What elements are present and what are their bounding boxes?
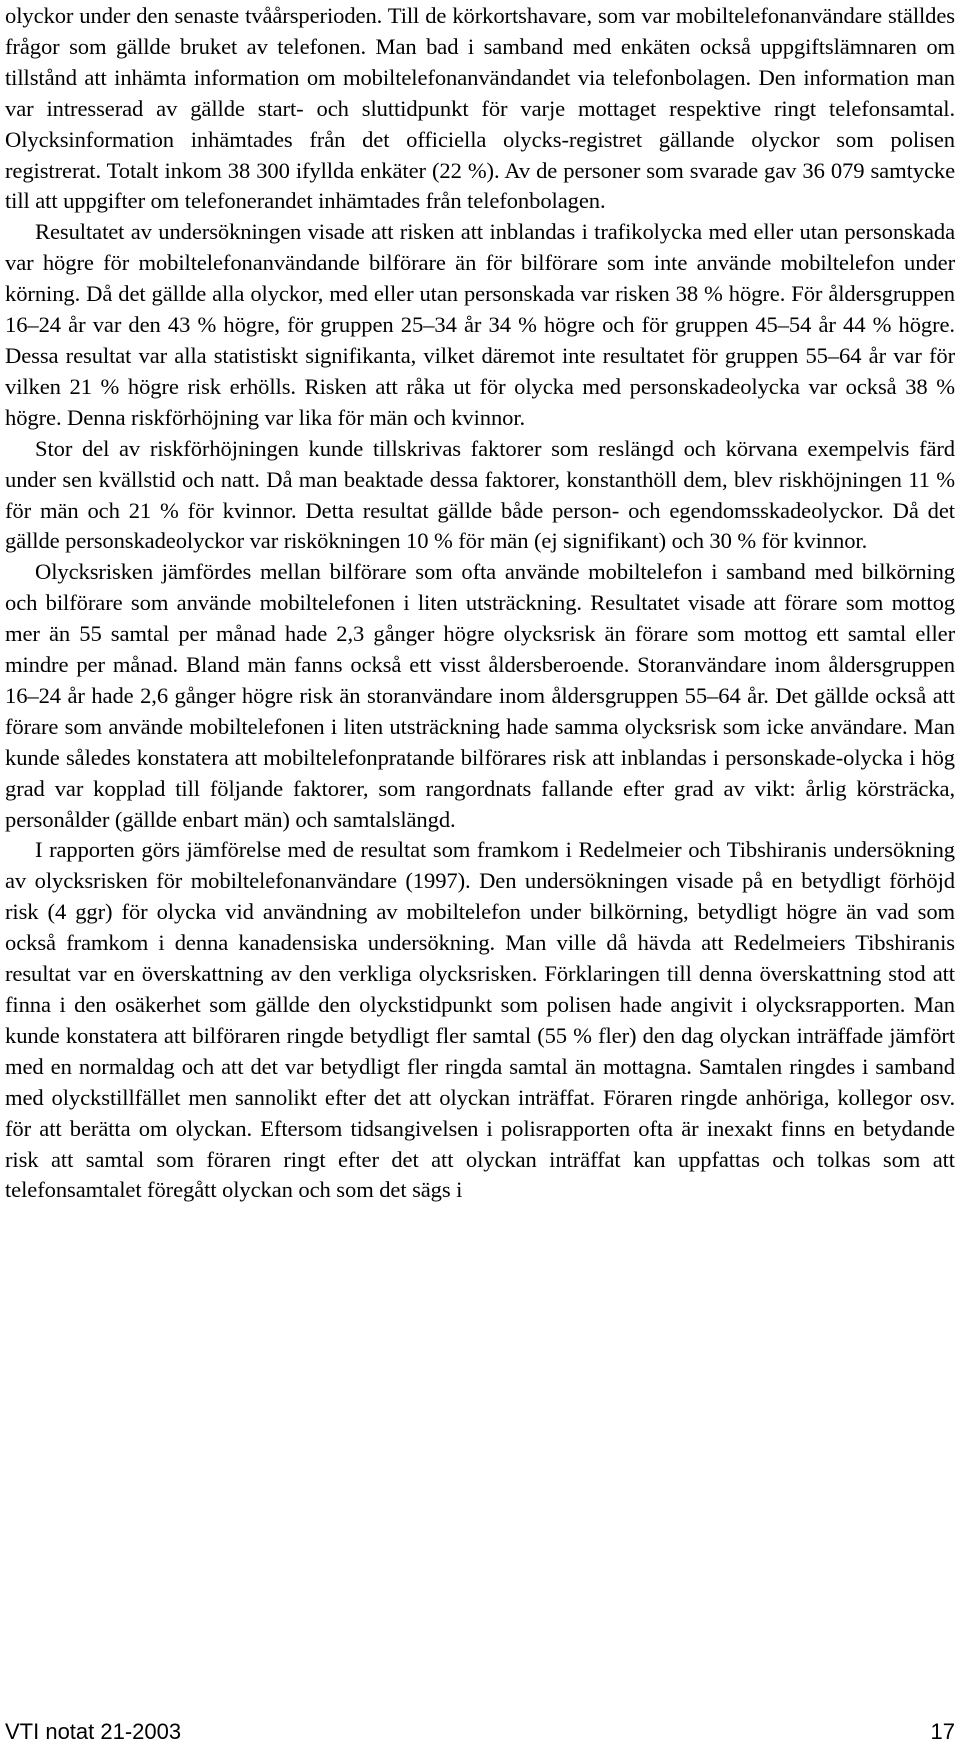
page-number: 17 [930,1719,955,1744]
body-text [5,1,955,1206]
page-footer [5,1716,955,1748]
report-id: VTI notat 21-2003 [5,1719,182,1744]
paragraph-4: Olycksrisken jämfördes mellan bilförare som ofta använde mobiltelefon i samband med bilkörning och bilförare som använde mobiltelefonen i liten utsträckning. Resultatet visade att förare som mottog mer än 55 samtal per månad hade 2,3 gånger högre olycksrisk än förare som mottog ett samtal eller mindre per månad. Bland män fanns också ett visst åldersberoende. Storanvändare inom åldersgruppen 16–24 år hade 2,6 gånger högre risk än storanvändare inom åldersgruppen 55–64 år. Det gällde också att förare som använde mobiltelefonen i liten utsträckning hade samma olycksrisk som icke användare. Man kunde således konstatera att mobiltelefonpratande bilförares risk att inblandas i personskade-olycka i hög grad var kopplad till följande faktorer, som rangordnats fallande efter grad av vikt: årlig körsträcka, personålder (gällde enbart män) och samtalslängd. [5,559,955,832]
paragraph-3: Stor del av riskförhöjningen kunde tillskrivas faktorer som reslängd och körvana exempelvis färd under sen kvällstid och natt. Då man beaktade dessa faktorer, konstanthöll dem, blev riskhöjningen 11 % för män och 21 % för kvinnor. Detta resultat gällde både person- och egendomsskadeolyckor. Då det gällde personskadeolyckor var riskökningen 10 % för män (ej signifikant) och 30 % för kvinnor. [5,435,955,554]
paragraph-1: olyckor under den senaste tvåårsperioden. Till de körkortshavare, som var mobiltelefonanvändare ställdes frågor som gällde bruket av telefonen. Man bad i samband med enkäten också uppgiftslämnaren om tillstånd att inhämta information om mobiltelefonanvändandet via telefonbolagen. Den information man var intresserad av gällde start- och sluttidpunkt för varje mottaget respektive ringt telefonsamtal. Olycksinformation inhämtades från det officiella olycks-registret gällande olyckor som polisen registrerat. Totalt inkom 38 300 ifyllda enkäter (22 %). Av de personer som svarade gav 36 079 samtycke till att uppgifter om telefonerandet inhämtades från telefonbolagen. [5,3,955,214]
paragraph-5: I rapporten görs jämförelse med de resultat som framkom i Redelmeier och Tibshiranis undersökning av olycksrisken för mobiltelefonanvändare (1997). Den undersökningen visade på en betydligt förhöjd risk (4 ggr) för olycka vid användning av mobiltelefon under bilkörning, betydligt högre än vad som också framkom i denna kanadensiska undersökning. Man ville då hävda att Redelmeiers Tibshiranis resultat var en överskattning av den verkliga olycksrisken. Förklaringen till denna överskattning stod att finna i den osäkerhet som gällde den olyckstidpunkt som polisen hade angivit i olycksrapporten. Man kunde konstatera att bilföraren ringde betydligt fler samtal (55 % fler) den dag olyckan inträffade jämfört med en normaldag och att det var betydligt fler ringda samtal än mottagna. Samtalen ringdes i samband med olyckstillfället men sannolikt efter det att olyckan inträffat. Föraren ringde anhöriga, kollegor osv. för att berätta om olyckan. Eftersom tidsangivelsen i polisrapporten ofta är inexakt finns en betydande risk att samtal som föraren ringt efter det att olyckan inträffat kan uppfattas och tolkas som att telefonsamtalet föregått olyckan och som det sägs i [5,837,955,1203]
paragraph-2: Resultatet av undersökningen visade att risken att inblandas i trafikolycka med eller utan personskada var högre för mobiltelefonanvändande bilförare än för bilförare som inte använde mobiltelefon under körning. Då det gällde alla olyckor, med eller utan personskada var risken 38 % högre. För åldersgruppen 16–24 år var den 43 % högre, för gruppen 25–34 år 34 % högre och för gruppen 45–54 år 44 % högre. Dessa resultat var alla statistiskt signifikanta, vilket däremot inte resultatet för gruppen 55–64 år var för vilken 21 % högre risk erhölls. Risken att råka ut för olycka med personskadeolycka var också 38 % högre. Denna riskförhöjning var lika för män och kvinnor. [5,219,955,430]
